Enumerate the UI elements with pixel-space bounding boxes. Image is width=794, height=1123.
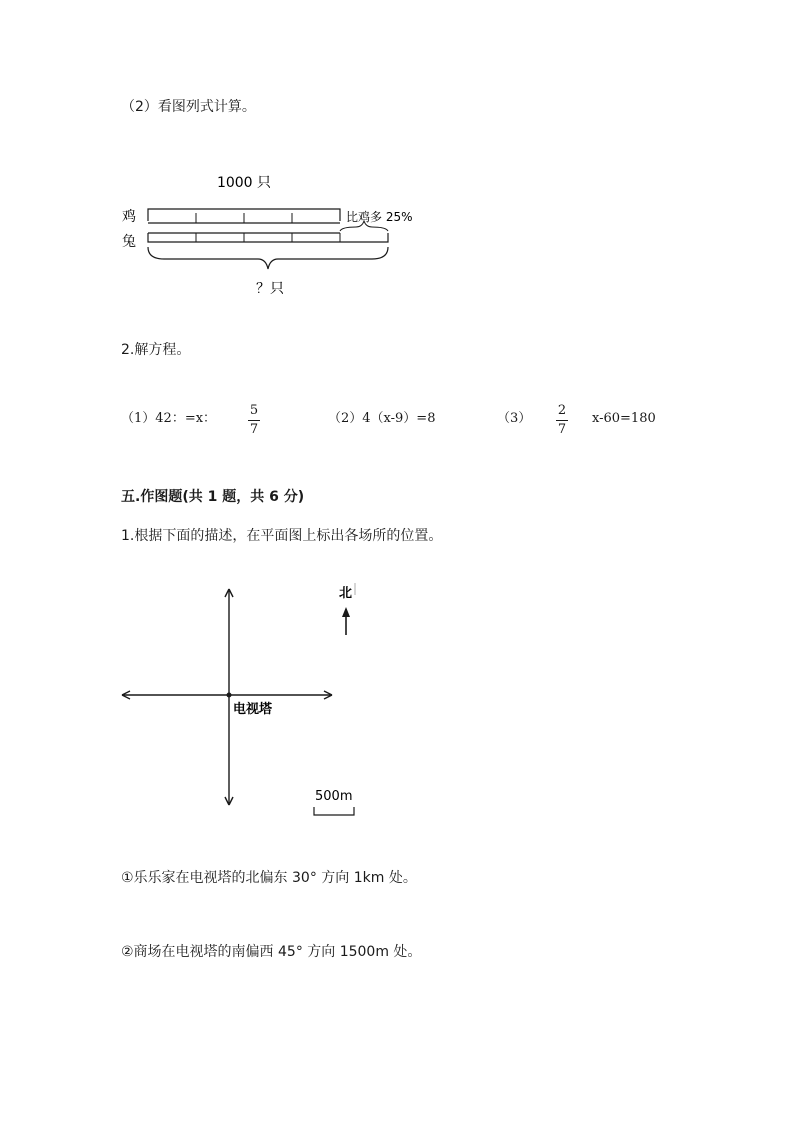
tv-tower-point [227, 693, 232, 698]
rabbit-label: 兔 [122, 234, 136, 250]
fraction-numerator: 5 [249, 403, 259, 418]
tv-tower-label: 电视塔 [233, 702, 273, 717]
equation-1: （1）42：=x： [121, 411, 217, 426]
equation-2: （2）4（x-9）=8 [328, 411, 436, 426]
question-1-text: 1.根据下面的描述，在平面图上标出各场所的位置。 [121, 528, 443, 544]
statement-1: ①乐乐家在电视塔的北偏东 30° 方向 1km 处。 [121, 870, 417, 886]
north-arrow-icon [342, 607, 350, 617]
bottom-label: ？只 [256, 281, 284, 297]
rabbit-bar [148, 233, 388, 242]
fraction-numerator: 2 [557, 403, 567, 418]
fraction-denominator: 7 [557, 422, 567, 437]
fraction-bar [248, 420, 260, 421]
section-2-title: 2.解方程。 [121, 342, 191, 358]
equation-3-label: （3） [497, 411, 532, 426]
map-diagram [110, 575, 380, 825]
fraction-bar [556, 420, 568, 421]
bottom-brace [148, 247, 388, 269]
section-5-title: 五.作图题(共 1 题，共 6 分) [121, 489, 305, 505]
question-2-title: （2）看图列式计算。 [121, 99, 256, 115]
bar-model-diagram [110, 165, 430, 305]
scale-bar [314, 807, 354, 815]
chicken-label: 鸡 [122, 209, 136, 225]
north-label: 北 [339, 586, 353, 601]
extra-label: 比鸡多 25% [346, 210, 413, 224]
equation-3-fraction [554, 404, 570, 437]
fraction-denominator: 7 [249, 422, 259, 437]
statement-2: ②商场在电视塔的南偏西 45° 方向 1500m 处。 [121, 944, 422, 960]
scale-label: 500m [315, 789, 353, 804]
equation-1-fraction [246, 404, 262, 437]
equation-3: x-60=180 [592, 411, 656, 426]
top-label: 1000 只 [216, 175, 272, 191]
